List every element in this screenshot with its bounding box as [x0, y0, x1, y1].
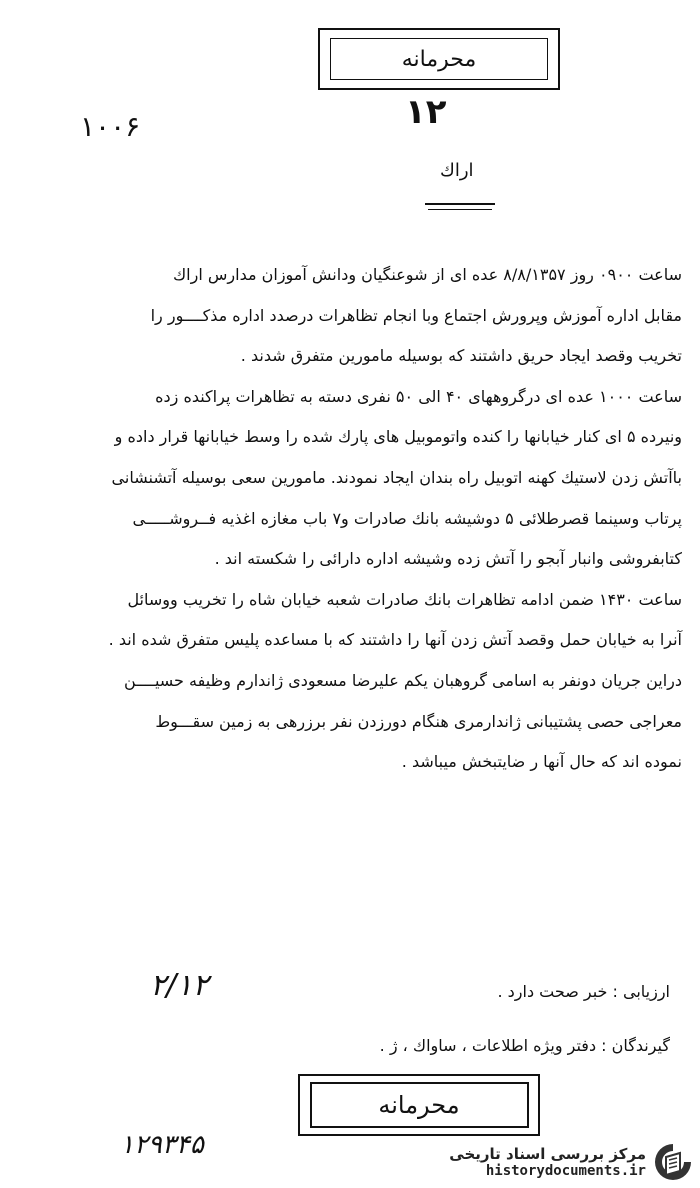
body-line: باآتش زدن لاستیك کهنه اتوبیل راه بندان ایجاد نمودند. مامورین سعی بوسیله آتشنشانی [111, 467, 682, 487]
archive-logo-icon [652, 1141, 694, 1183]
heading-underline [425, 203, 495, 205]
evaluation-line: ارزیابی : خبر صحت دارد . [497, 982, 670, 1001]
body-line: معراجی حصی پشتیبانی ژاندارمری هنگام دورزدن نفر برزرهی به زمین سقـــوط [155, 711, 682, 731]
body-line: کتابفروشی وانبار آبجو را آتش زده وشیشه اداره دارائی را شکسته اند . [214, 549, 682, 569]
body-line: مقابل اداره آموزش وپرورش اجتماع وبا انجام تظاهرات درصدد اداره مذکــــور را [150, 305, 682, 325]
heading-underline-second [428, 209, 492, 210]
bottom-stamp-label: محرمانه [310, 1082, 529, 1128]
body-line: نموده اند که حال آنها ر ضایتبخش میباشد . [401, 752, 682, 772]
report-body [42, 255, 682, 783]
top-confidential-stamp [318, 28, 560, 90]
watermark [432, 1140, 694, 1184]
document-number: ۱۰۰۶ [80, 110, 141, 143]
body-line: تخریب وقصد ایجاد حریق داشتند که بوسیله مامورین متفرق شدند . [240, 346, 682, 366]
recipients-line: گیرندگان : دفتر ویژه اطلاعات ، ساواك ، ژ . [379, 1036, 670, 1055]
bottom-confidential-stamp [298, 1074, 540, 1136]
page-number: ۱۲ [405, 92, 447, 132]
watermark-site: historydocuments.ir [485, 1163, 646, 1179]
document-heading: اراك [440, 160, 474, 181]
handwritten-note: ۲/۱۲ [150, 968, 209, 1003]
body-line: ونیرده ۵ ای کنار خیابانها را کنده واتوموبیل های پارك شده را وسط خیابانها قرار داده و [114, 427, 682, 447]
archive-number: ۱۲۹۳۴۵ [120, 1130, 204, 1160]
body-line: پرتاب وسینما قصرطلائی ۵ دوشیشه بانك صادرات و۷ باب مغازه اغذیه فــروشـــــی [132, 508, 682, 528]
watermark-text [449, 1145, 646, 1179]
top-stamp-label: محرمانه [330, 38, 548, 80]
watermark-name: مرکز بررسی اسناد تاریخی [449, 1145, 646, 1163]
body-line: ساعت ۱۴۳۰ ضمن ادامه تظاهرات بانك صادرات شعبه خیابان شاه را تخریب ووسائل [127, 589, 682, 609]
body-line: ساعت ۰۹۰۰ روز ۸/۸/۱۳۵۷ عده ای از شوعنگیان ودانش آموزان مدارس اراك [172, 265, 682, 284]
body-line: ساعت ۱۰۰۰ عده ای درگروههای ۴۰ الی ۵۰ نفری دسته به تظاهرات پراکنده زده [155, 386, 682, 406]
body-line: آنرا به خیابان حمل وقصد آتش زدن آنها را داشتند که با مساعده پلیس متفرق شده اند . [108, 630, 682, 650]
body-line: دراین جریان دونفر به اسامی گروهبان یکم علیرضا مسعودی ژاندارم وظیفه حسیــــن [124, 670, 682, 690]
